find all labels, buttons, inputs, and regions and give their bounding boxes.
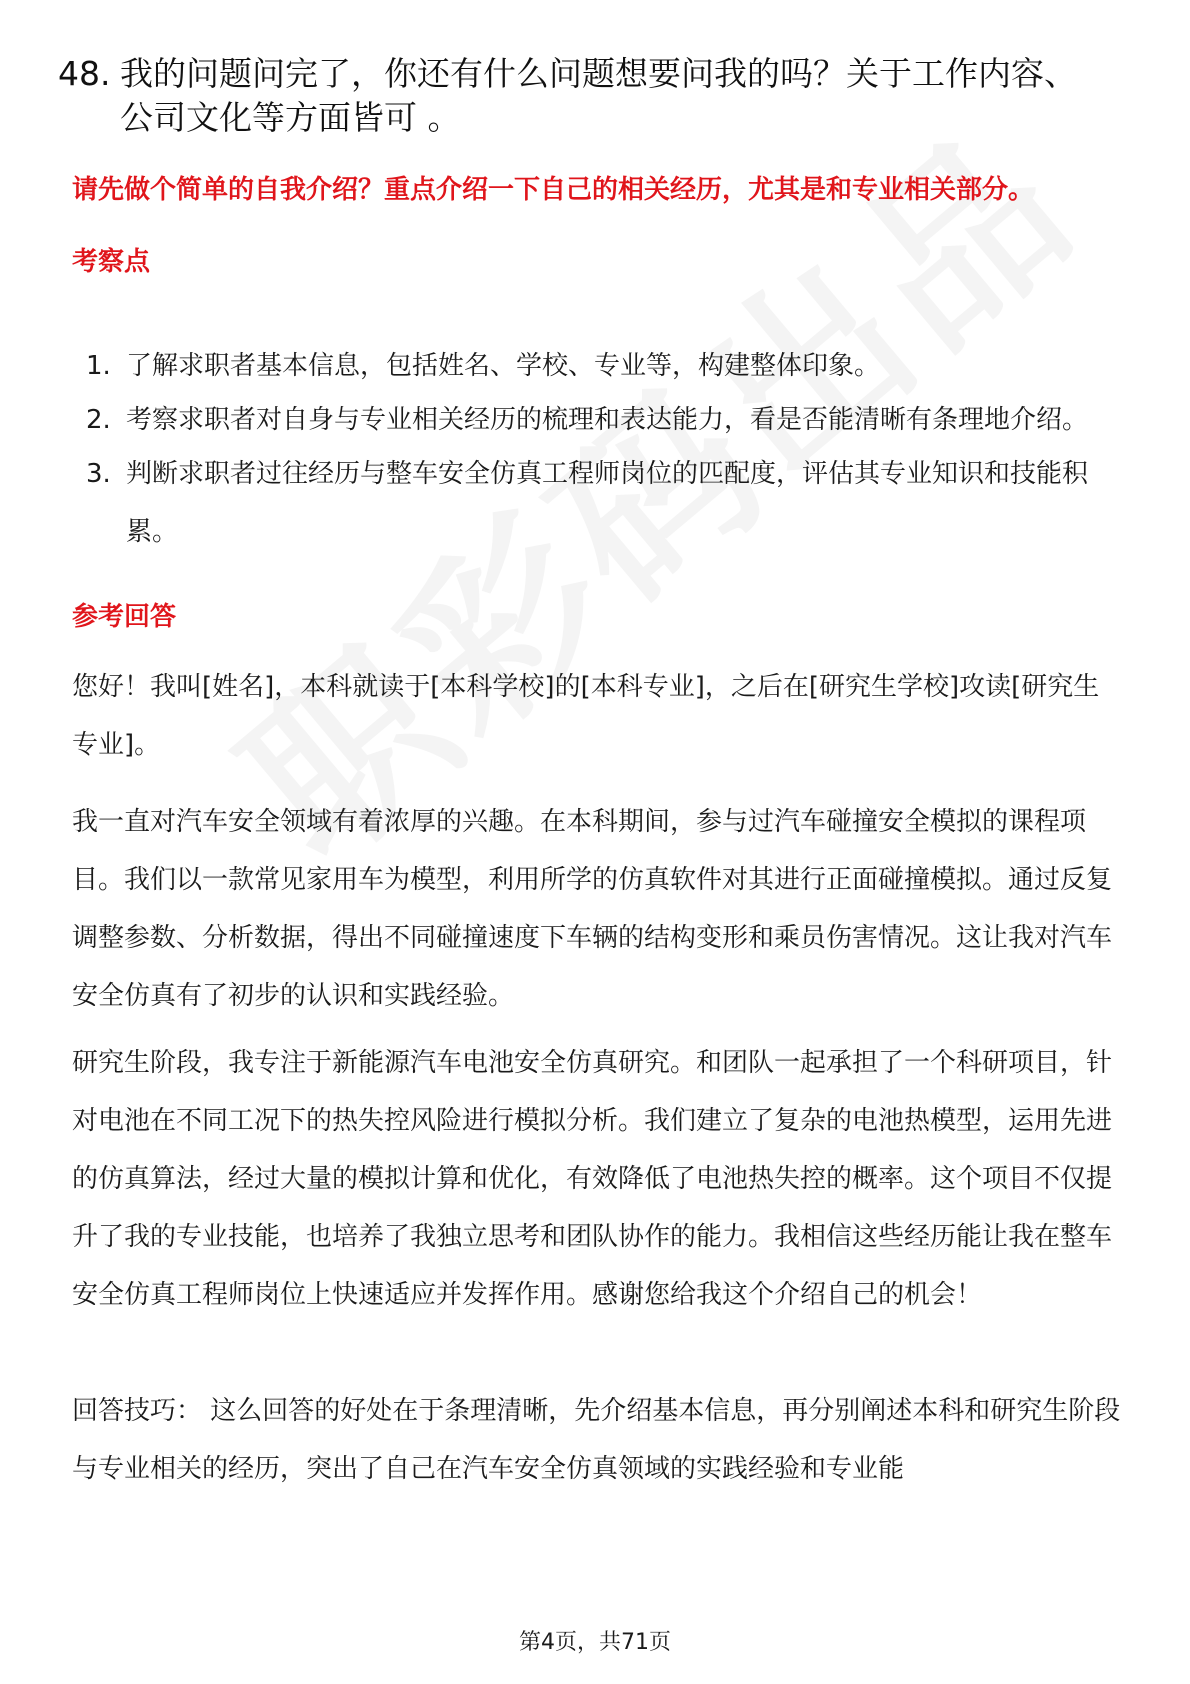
list-item bbox=[72, 391, 1122, 449]
list-item bbox=[72, 337, 1122, 395]
interview-prompt: 请先做个简单的自我介绍？重点介绍一下自己的相关经历，尤其是和专业相关部分。 bbox=[72, 175, 1035, 205]
points-heading: 考察点 bbox=[72, 247, 151, 277]
answer-paragraph-intro: 您好！我叫[姓名]，本科就读于[本科学校]的[本科专业]，之后在[研究生学校]攻读[研究生专业]。 bbox=[72, 672, 1100, 760]
answer-tips: 回答技巧： 这么回答的好处在于条理清晰，先介绍基本信息，再分别阐述本科和研究生阶段与专业相关的经历，突出了自己在汽车安全仿真领域的实践经验和专业能 bbox=[72, 1396, 1121, 1484]
list-marker: 1. bbox=[86, 351, 111, 381]
list-marker: 3. bbox=[86, 459, 111, 489]
list-item-text: 判断求职者过往经历与整车安全仿真工程师岗位的匹配度，评估其专业知识和技能积累。 bbox=[126, 459, 1089, 547]
answer-paragraph-undergrad: 我一直对汽车安全领域有着浓厚的兴趣。在本科期间，参与过汽车碰撞安全模拟的课程项目。我们以一款常见家用车为模型，利用所学的仿真软件对其进行正面碰撞模拟。通过反复调整参数、分析数据，得出不同碰撞速度下车辆的结构变形和乘员伤害情况。这让我对汽车安全仿真有了初步的认识和实践经验。 bbox=[72, 807, 1113, 1011]
answer-paragraph-graduate: 研究生阶段，我专注于新能源汽车电池安全仿真研究。和团队一起承担了一个科研项目，针对电池在不同工况下的热失控风险进行模拟分析。我们建立了复杂的电池热模型，运用先进的仿真算法，经过大量的模拟计算和优化，有效降低了电池热失控的概率。这个项目不仅提升了我的专业技能，也培养了我独立思考和团队协作的能力。我相信这些经历能让我在整车安全仿真工程师岗位上快速适应并发挥作用。感谢您给我这个介绍自己的机会！ bbox=[72, 1048, 1113, 1310]
list-item-text: 考察求职者对自身与专业相关经历的梳理和表达能力，看是否能清晰有条理地介绍。 bbox=[126, 405, 1089, 435]
answer-heading: 参考回答 bbox=[72, 602, 177, 632]
list-item-text: 了解求职者基本信息，包括姓名、学校、专业等，构建整体印象。 bbox=[126, 351, 881, 381]
question-number: 48. bbox=[58, 54, 111, 93]
list-item bbox=[72, 445, 1122, 561]
list-marker: 2. bbox=[86, 405, 111, 435]
points-list bbox=[72, 337, 1122, 561]
page-footer: 第4页，共71页 bbox=[519, 1630, 671, 1655]
question-heading bbox=[58, 52, 1098, 140]
question-text: 我的问题问完了，你还有什么问题想要问我的吗？关于工作内容、公司文化等方面皆可 。 bbox=[120, 54, 1077, 137]
